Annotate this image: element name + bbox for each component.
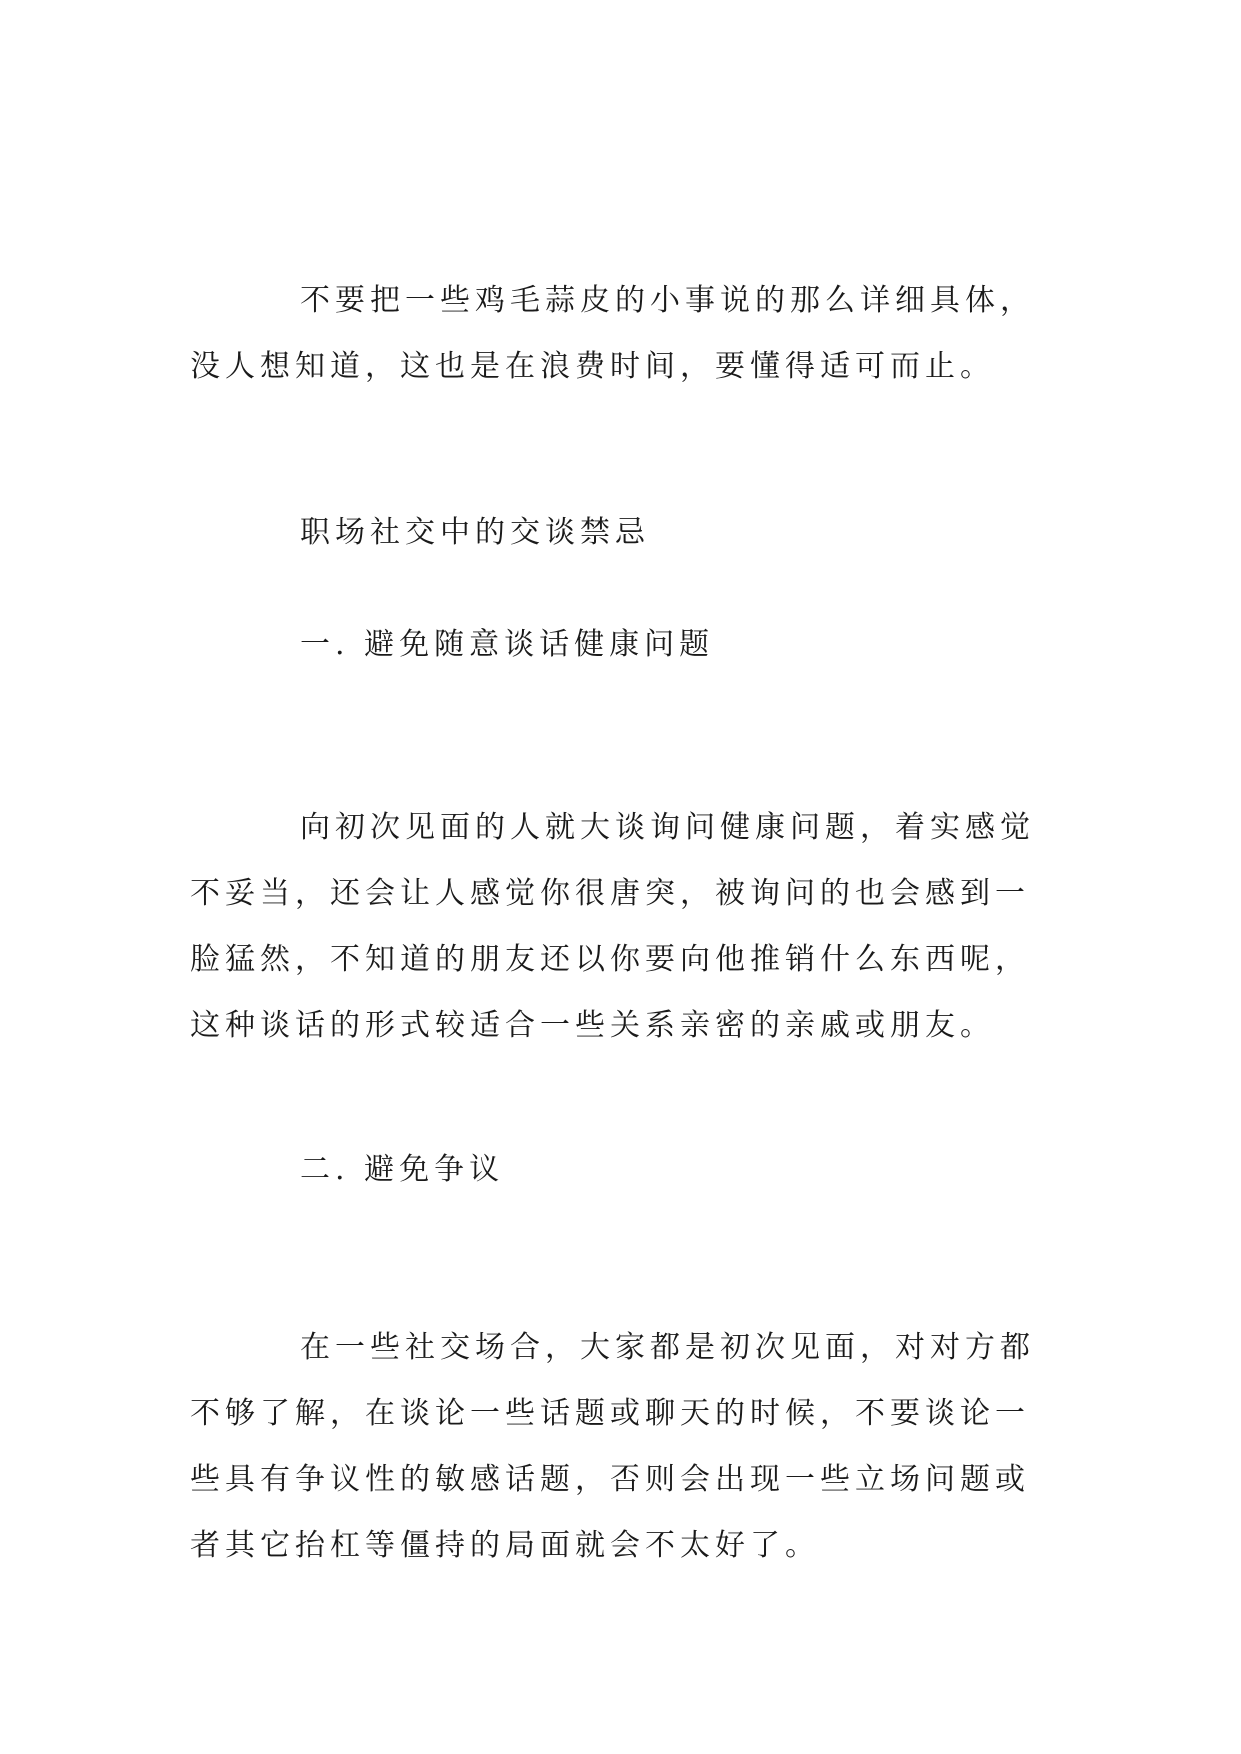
paragraph-trivial-details: 不要把一些鸡毛蒜皮的小事说的那么详细具体，没人想知道，这也是在浪费时间，要懂得适可而止。	[190, 283, 1035, 384]
heading-health-topics: 一. 避免随意谈话健康问题	[300, 627, 715, 662]
section-title: 职场社交中的交谈禁忌	[300, 515, 650, 550]
paragraph-avoid-controversy: 在一些社交场合，大家都是初次见面，对对方都不够了解，在谈论一些话题或聊天的时候，不要谈论一些具有争议性的敏感话题，否则会出现一些立场问题或者其它抬杠等僵持的局面就会不太好了。	[190, 1330, 1035, 1563]
heading-avoid-controversy: 二. 避免争议	[300, 1152, 505, 1187]
paragraph-health-topics: 向初次见面的人就大谈询问健康问题，着实感觉不妥当，还会让人感觉你很唐突，被询问的也会感到一脸猛然，不知道的朋友还以你要向他推销什么东西呢，这种谈话的形式较适合一些关系亲密的亲戚或朋友。	[190, 810, 1035, 1043]
